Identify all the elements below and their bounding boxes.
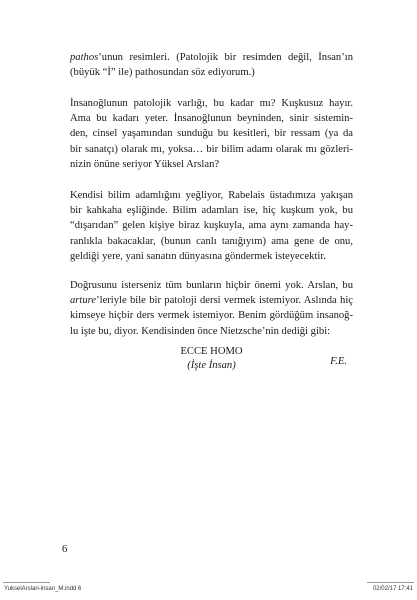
line-text: İnsanoğlunun patolojik varlığı, bu kadar mı? Kuşkusuz hayır. — [70, 98, 353, 109]
text-line — [70, 203, 353, 218]
signature: F.E. — [330, 356, 347, 367]
footer-rule-left — [3, 582, 50, 583]
line-text: bir sanatçı) olarak mı, yoksa… bir bilim adamı olarak mı gözleri- — [70, 143, 353, 155]
line-text: “dışarıdan” gelen kişiye biraz kuşkuyla, ama aynı zamanda hay- — [70, 220, 353, 232]
line-text: ’unun resimleri. (Patolojik bir resimden değil, İnsan’ın — [98, 52, 353, 63]
text-line — [70, 308, 353, 323]
text-line — [70, 324, 353, 339]
text-line — [70, 50, 353, 65]
line-text: Ama bu kadarı yeter. İnsanoğlunun beyninden, sinir sistemin- — [70, 113, 353, 125]
line-text: Doğrusunu isterseniz tüm bunların hiçbir önemi yok. Arslan, bu — [70, 280, 353, 291]
italic-word: pathos — [70, 52, 99, 63]
line-text: ’leriyle bile bir patoloji dersi vermek istemiyor. Aslında hiç — [96, 295, 353, 307]
line-text: bir kahkaha eşliğinde. Bilim adamları ise, hiç kuşkum yok, bu — [70, 205, 353, 217]
paragraph-3 — [70, 188, 353, 264]
line-text: (büyük “İ” ile) pathosundan söz ediyorum.) — [70, 67, 255, 79]
footer-file-name: YukselArslan-insan_M.indd 6 — [4, 586, 82, 592]
text-line — [70, 249, 353, 264]
footer-rule-right — [367, 582, 414, 583]
paragraph-1 — [70, 50, 353, 80]
footer-timestamp: 02/02/17 17:41 — [372, 586, 413, 592]
text-line — [70, 218, 353, 233]
text-line — [70, 65, 353, 80]
line-text: ranlıkla bakacaklar, (bunun canlı tanığıyım) ama gene de onu, — [70, 235, 353, 247]
paragraph-2 — [70, 96, 353, 172]
line-text: den, cinsel yaşamından sunduğu bu kesitleri, bir ressam (ya da — [70, 128, 353, 140]
line-text: Kendisi bilim adamlığını yeğliyor, Rabelais üstadımıza yakışan — [70, 190, 353, 201]
text-line — [70, 142, 353, 157]
italic-word: arture — [70, 295, 97, 307]
quote-subtitle: (İşte İnsan) — [187, 360, 236, 371]
text-line — [70, 111, 353, 126]
text-line — [70, 157, 353, 172]
line-text: lu işte bu, diyor. Kendisinden önce Nietzsche’nin dediği gibi: — [70, 325, 331, 337]
paragraph-4 — [70, 278, 353, 339]
line-text: kimseye hiçbir ders vermek istemiyor. Benim gördüğüm insanoğ- — [70, 310, 353, 322]
line-text: nizin önüne seriyor Yüksel Arslan? — [70, 158, 220, 170]
text-line — [70, 188, 353, 203]
text-line — [70, 126, 353, 141]
line-text: geldiği yere, yani sanatın dünyasına göndermek isteyecektir. — [70, 250, 326, 262]
text-line — [70, 293, 353, 308]
page-number: 6 — [62, 544, 68, 555]
text-line — [70, 278, 353, 293]
quote-title: ECCE HOMO — [180, 346, 243, 357]
text-line — [70, 234, 353, 249]
text-line — [70, 96, 353, 111]
